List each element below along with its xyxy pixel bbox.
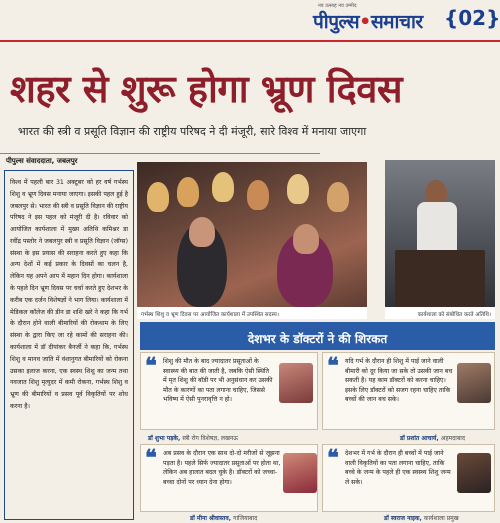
photo-figure xyxy=(212,172,234,202)
quote-credit xyxy=(148,434,238,442)
page-number: {02} xyxy=(444,6,500,30)
masthead-rule xyxy=(0,40,500,42)
portrait-photo xyxy=(279,363,313,403)
quote-credit-role: गाजियाबाद xyxy=(233,515,258,522)
speaker-photo xyxy=(385,160,495,307)
quote-credit-name: डॉ शुभा पड़के, xyxy=(148,435,181,442)
quote-credit-name: डॉ स्वराज नाइक, xyxy=(384,515,422,522)
quote-box xyxy=(322,352,495,430)
quote-text: अब प्रसव के दौरान एक साथ दो-दो मरीजों से जूझना पड़ता है। पहले सिर्फ ज्यादातर प्रसूताओं पर होता था, लेकिन अब हालात बदल चुके है। डॉक्टरों को जच्चा-बच्चा दोनों पर ध्यान देना होगा। xyxy=(163,450,281,486)
lectern xyxy=(395,250,485,307)
quote-credit xyxy=(384,514,459,522)
photo-main-caption: गर्भस्थ शिशु व भ्रूण दिवस पर आयोजित कार्यशाला में उपस्थित सदस्य। xyxy=(137,307,367,319)
quote-credit-role: अहमदाबाद xyxy=(440,435,466,442)
photo-figure xyxy=(147,182,169,212)
quote-box xyxy=(322,444,495,512)
quote-credit-role: कार्यशाला प्रमुख xyxy=(423,515,459,522)
masthead xyxy=(0,0,500,40)
photo-figure xyxy=(247,180,269,210)
byline: पीपुल्स संवाददाता, जबलपुर xyxy=(6,157,78,165)
subheadline: भारत की स्त्री व प्रसूति विज्ञान की राष्ट्रीय परिषद ने दी मंजूरी, सारे विश्व में मनाया जाएगा xyxy=(18,125,367,138)
photo-face xyxy=(189,217,215,247)
newspaper-name-part2: समाचार xyxy=(370,11,423,33)
portrait-photo xyxy=(283,453,317,493)
quote-mark-icon: ❝ xyxy=(327,445,339,471)
newspaper-name xyxy=(313,8,423,34)
photo-side-caption: कार्यशाला को संबोधित करते अतिथि। xyxy=(385,307,495,319)
portrait-photo xyxy=(457,363,491,403)
photo-face xyxy=(293,224,319,254)
quote-box xyxy=(140,352,318,430)
article-body-text: विश्व में पहली बार 31 अक्टूबर को हर वर्ष गर्भस्थ शिशु व भ्रूण दिवस मनाया जाएगा। इसकी पहल हुई है जबलपुर से। भारत की स्त्री व प्रसूति विज्ञान की राष्ट्रीय परिषद ने इस पहल को मंजूरी दी है। रविवार को आयोजित कार्यशाला में मुख्य अतिथि कमिश्नर डा रवींद्र पस्तोर ने जबलपुर स्त्री व प्रसूति विज्ञान (जॉग्स) संस्था के इस प्रयास की सराहना करते हुए कहा कि अन्य देशों में कई प्रकार के दिवसों का चलन है, लेकिन यह अपने आप में महान दिन होगा। कार्यशाला के पहले दिन भ्रूण दिवस पर चर्चा करते हुए देशभर के करीब एक दर्जन विशेषज्ञों ने भाग लिया। कार्यशाला में मेडिकल कॉलेज की डीन डा शशि खरे ने कहा कि गर्भ के दौरान होने वाली बीमारियों की रोकथाम के लिए संस्था के द्वारा किए जा रहे कामों की सराहना की। कार्यशाला में डॉ दीपांकर बैनर्जी ने कहा कि, गर्भस्थ शिशु व मानव जाति में वंशानुगत बीमारियों को रोकना उसका इलाज करना, एक स्वस्थ शिशु का जन्म तथा नवजात शिशु मृत्युदर में कमी रोकना, गर्भस्थ शिशु व भ्रूण की बीमारियों व प्रसव पूर्व विकृतियों पर शोध करना है। xyxy=(10,179,128,410)
photo-figure xyxy=(177,177,199,207)
photo-figure xyxy=(287,174,309,204)
quote-credit xyxy=(190,514,257,522)
quote-mark-icon: ❝ xyxy=(145,445,157,471)
headline: शहर से शुरू होगा भ्रूण दिवस xyxy=(10,66,403,111)
quote-credit xyxy=(400,434,465,442)
quote-mark-icon: ❝ xyxy=(145,353,157,379)
newspaper-name-part1: पीपुल्स xyxy=(313,11,360,33)
quote-credit-name: डॉ प्रशांत आचार्य, xyxy=(400,435,439,442)
article-body-column xyxy=(4,170,134,520)
quote-text: देशभर में गर्भ के दौरान ही बच्चों में पाई जाने वाली विकृतियों का पता लगाना चाहिए, ताकि बच्चे के जन्म के पहले ही एक स्वस्थ्य शिशु जन्म ले सके। xyxy=(345,450,451,486)
masthead-tagline: नव उत्साह नव उम्मीद xyxy=(318,3,357,9)
photo-figure xyxy=(327,182,349,212)
quote-mark-icon: ❝ xyxy=(327,353,339,379)
quote-text: शिशु की मौत के बाद ज्यादातर प्रसूताओं के स्वास्थ्य की बात की जाती है, जबकि ऐसी स्थिति में मृत शिशु की बॉडी पर भी अनुसंधान कर उसकी मौत के कारणों का पता लगाना चाहिए, जिससे भविष्य में ऐसी पुनरावृत्ति न हो। xyxy=(163,358,273,404)
quote-credit-role: स्त्री रोग विशेषज्ञ, लखनऊ xyxy=(182,435,238,442)
quote-box xyxy=(140,444,318,512)
newspaper-name-dot: • xyxy=(359,11,371,33)
portrait-photo xyxy=(457,453,491,493)
workshop-group-photo xyxy=(137,162,367,307)
section-banner-title: देशभर के डॉक्टरों ने की शिरकत xyxy=(247,332,388,346)
quote-credit-name: डॉ मीना श्रीवास्तव, xyxy=(190,515,232,522)
quote-text: यदि गर्भ के दौरान ही शिशु में पाई जाने वाली बीमारी को दूर किया जा सके तो उसकी जान बच सकती है। यह काम डॉक्टरों को करना चाहिए। इसके लिए डॉक्टरों को सजग रहना चाहिए ताकि बच्चों की जान बच सके। xyxy=(345,358,453,404)
